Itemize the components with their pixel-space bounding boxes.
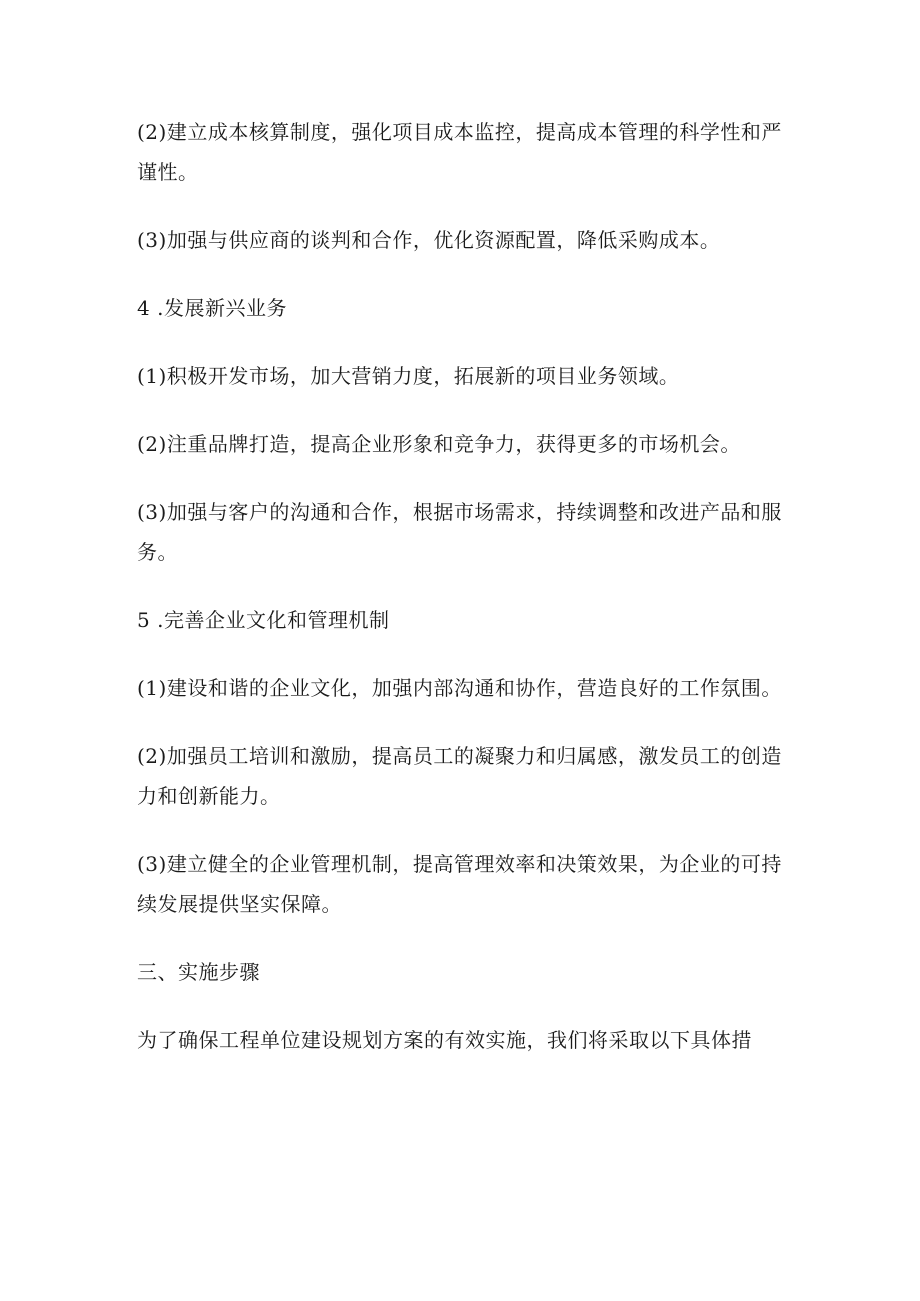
paragraph-customer-communication: (3)加强与客户的沟通和合作，根据市场需求，持续调整和改进产品和服务。 bbox=[137, 500, 782, 564]
paragraph-supplier-cooperation: (3)加强与供应商的谈判和合作，优化资源配置，降低采购成本。 bbox=[137, 228, 721, 252]
paragraph-brand-building: (2)注重品牌打造，提高企业形象和竞争力，获得更多的市场机会。 bbox=[137, 432, 741, 456]
document-body bbox=[137, 112, 787, 1088]
paragraph-market-development: (1)积极开发市场，加大营销力度，拓展新的项目业务领域。 bbox=[137, 364, 680, 388]
paragraph-cost-accounting: (2)建立成本核算制度，强化项目成本监控，提高成本管理的科学性和严谨性。 bbox=[137, 120, 782, 184]
paragraph-management-mechanism: (3)建立健全的企业管理机制，提高管理效率和决策效果，为企业的可持续发展提供坚实保障。 bbox=[137, 852, 782, 916]
paragraph-staff-training: (2)加强员工培训和激励，提高员工的凝聚力和归属感，激发员工的创造力和创新能力。 bbox=[137, 744, 782, 808]
section-heading-culture-management: 5 .完善企业文化和管理机制 bbox=[137, 608, 390, 632]
section-heading-implementation-steps: 三、实施步骤 bbox=[137, 960, 260, 984]
section-heading-new-business: 4 .发展新兴业务 bbox=[137, 296, 287, 320]
paragraph-implementation-intro: 为了确保工程单位建设规划方案的有效实施，我们将采取以下具体措 bbox=[137, 1028, 752, 1052]
paragraph-corporate-culture: (1)建设和谐的企业文化，加强内部沟通和协作，营造良好的工作氛围。 bbox=[137, 676, 782, 700]
